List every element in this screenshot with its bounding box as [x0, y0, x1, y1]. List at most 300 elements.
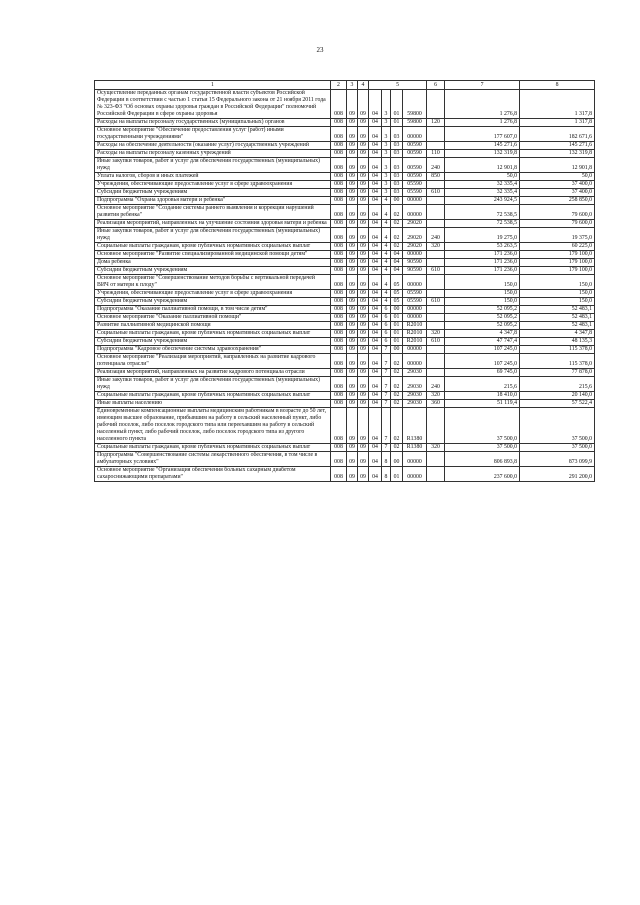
row-description: Расходы на обеспечение деятельности (оказание услуг) государственных учреждений — [95, 142, 331, 150]
col-ministry: 008 — [331, 267, 347, 275]
code-subprogram: 7 — [382, 354, 391, 369]
col-ministry: 008 — [331, 452, 347, 467]
col-section: 09 — [347, 197, 358, 205]
amount-year-2: 150,0 — [520, 275, 595, 290]
col-ministry: 008 — [331, 392, 347, 400]
col-expense-type: 610 — [427, 298, 445, 306]
amount-year-2: 79 600,0 — [520, 205, 595, 220]
col-expense-type: 360 — [427, 400, 445, 408]
code-program: 04 — [369, 251, 382, 259]
amount-year-1: 72 538,5 — [445, 205, 520, 220]
col-ministry: 008 — [331, 90, 347, 119]
code-activity: 01 — [391, 322, 403, 330]
amount-year-2: 79 600,0 — [520, 220, 595, 228]
code-program: 04 — [369, 354, 382, 369]
code-activity: 03 — [391, 127, 403, 142]
code-program: 04 — [369, 452, 382, 467]
table-row — [95, 243, 595, 251]
col-ministry: 008 — [331, 314, 347, 322]
table-row — [95, 338, 595, 346]
amount-year-1: 53 263,5 — [445, 243, 520, 251]
col-expense-type: 320 — [427, 444, 445, 452]
code-activity: 03 — [391, 142, 403, 150]
col-subsection: 09 — [358, 259, 369, 267]
amount-year-2: 182 671,6 — [520, 127, 595, 142]
row-description: Иные закупки товаров, работ и услуг для обеспечения государственных (муниципальных) нужд — [95, 158, 331, 173]
code-activity: 02 — [391, 400, 403, 408]
amount-year-1: 18 410,0 — [445, 392, 520, 400]
table-row — [95, 228, 595, 243]
col-section: 09 — [347, 338, 358, 346]
page-number: 23 — [316, 46, 324, 54]
row-description: Основное мероприятие "Развитие специализированной медицинской помощи детям" — [95, 251, 331, 259]
table-row — [95, 330, 595, 338]
code-program: 04 — [369, 377, 382, 392]
col-expense-type — [427, 354, 445, 369]
col-expense-type — [427, 314, 445, 322]
amount-year-1: 72 538,5 — [445, 220, 520, 228]
code-program: 04 — [369, 267, 382, 275]
code-subprogram: 4 — [382, 290, 391, 298]
row-description: Иные закупки товаров, работ и услуг для обеспечения государственных (муниципальных) нужд — [95, 377, 331, 392]
col-ministry: 008 — [331, 251, 347, 259]
code-program: 04 — [369, 322, 382, 330]
amount-year-2: 48 135,3 — [520, 338, 595, 346]
amount-year-2: 19 375,0 — [520, 228, 595, 243]
amount-year-2: 60 225,0 — [520, 243, 595, 251]
amount-year-1: 4 347,8 — [445, 330, 520, 338]
amount-year-1: 145 271,6 — [445, 142, 520, 150]
amount-year-2: 258 850,0 — [520, 197, 595, 205]
table-row — [95, 251, 595, 259]
amount-year-2: 1 317,8 — [520, 119, 595, 127]
amount-year-1: 171 236,0 — [445, 251, 520, 259]
col-ministry: 008 — [331, 205, 347, 220]
header-col-4: 4 — [358, 81, 369, 90]
col-subsection: 09 — [358, 150, 369, 158]
row-description: Основное мероприятие "Оказание паллиативной помощи" — [95, 314, 331, 322]
table-row — [95, 173, 595, 181]
row-description: Реализация мероприятий, направленных на улучшение состояния здоровья матери и ребенка — [95, 220, 331, 228]
row-description: Социальные выплаты гражданам, кроме публичных нормативных социальных выплат — [95, 444, 331, 452]
col-ministry: 008 — [331, 158, 347, 173]
code-program: 04 — [369, 119, 382, 127]
table-row — [95, 354, 595, 369]
col-section: 09 — [347, 452, 358, 467]
code-direction: R2010 — [403, 322, 427, 330]
col-subsection: 09 — [358, 298, 369, 306]
table-row — [95, 444, 595, 452]
col-ministry: 008 — [331, 150, 347, 158]
code-activity: 00 — [391, 452, 403, 467]
table-row — [95, 452, 595, 467]
col-section: 09 — [347, 205, 358, 220]
code-activity: 02 — [391, 392, 403, 400]
col-ministry: 008 — [331, 306, 347, 314]
col-section: 09 — [347, 298, 358, 306]
code-program: 04 — [369, 346, 382, 354]
col-section: 09 — [347, 377, 358, 392]
col-subsection: 09 — [358, 251, 369, 259]
code-subprogram: 4 — [382, 243, 391, 251]
col-ministry: 008 — [331, 181, 347, 189]
row-description: Реализация мероприятий, направленных на развитие кадрового потенциала отрасли — [95, 369, 331, 377]
col-expense-type — [427, 408, 445, 444]
code-direction: 00000 — [403, 354, 427, 369]
col-section: 09 — [347, 189, 358, 197]
code-direction: 00000 — [403, 306, 427, 314]
col-section: 09 — [347, 392, 358, 400]
code-direction: 05590 — [403, 290, 427, 298]
col-ministry: 008 — [331, 354, 347, 369]
code-activity: 00 — [391, 346, 403, 354]
col-section: 09 — [347, 119, 358, 127]
code-subprogram: 6 — [382, 322, 391, 330]
amount-year-1: 52 095,2 — [445, 306, 520, 314]
code-program: 04 — [369, 259, 382, 267]
amount-year-2: 57 522,4 — [520, 400, 595, 408]
col-ministry: 008 — [331, 338, 347, 346]
header-col-1: 1 — [95, 81, 331, 90]
amount-year-1: 37 500,0 — [445, 444, 520, 452]
amount-year-2: 50,0 — [520, 173, 595, 181]
code-activity: 02 — [391, 205, 403, 220]
amount-year-1: 150,0 — [445, 290, 520, 298]
header-col-2: 2 — [331, 81, 347, 90]
col-ministry: 008 — [331, 119, 347, 127]
col-ministry: 008 — [331, 369, 347, 377]
amount-year-2: 37 500,0 — [520, 444, 595, 452]
code-program: 04 — [369, 127, 382, 142]
code-activity: 01 — [391, 338, 403, 346]
col-section: 09 — [347, 314, 358, 322]
col-subsection: 09 — [358, 444, 369, 452]
code-direction: 00000 — [403, 467, 427, 482]
code-activity: 02 — [391, 408, 403, 444]
code-direction: 29030 — [403, 400, 427, 408]
col-expense-type: 240 — [427, 158, 445, 173]
amount-year-2: 215,6 — [520, 377, 595, 392]
table-row — [95, 275, 595, 290]
row-description: Субсидии бюджетным учреждениям — [95, 189, 331, 197]
col-subsection: 09 — [358, 306, 369, 314]
amount-year-1: 19 275,0 — [445, 228, 520, 243]
col-subsection: 09 — [358, 314, 369, 322]
amount-year-1: 51 119,4 — [445, 400, 520, 408]
table-row — [95, 306, 595, 314]
col-section: 09 — [347, 408, 358, 444]
amount-year-2: 37 400,0 — [520, 181, 595, 189]
amount-year-1: 1 276,8 — [445, 119, 520, 127]
code-subprogram: 8 — [382, 467, 391, 482]
col-subsection: 09 — [358, 322, 369, 330]
col-ministry: 008 — [331, 259, 347, 267]
table-row — [95, 189, 595, 197]
amount-year-1: 237 600,0 — [445, 467, 520, 482]
code-activity: 01 — [391, 90, 403, 119]
col-ministry: 008 — [331, 377, 347, 392]
col-section: 09 — [347, 354, 358, 369]
col-subsection: 09 — [358, 267, 369, 275]
table-row — [95, 197, 595, 205]
table-row — [95, 127, 595, 142]
code-program: 04 — [369, 220, 382, 228]
col-ministry: 008 — [331, 275, 347, 290]
col-section: 09 — [347, 369, 358, 377]
row-description: Иные закупки товаров, работ и услуг для обеспечения государственных (муниципальных) нужд — [95, 228, 331, 243]
col-expense-type — [427, 452, 445, 467]
code-program: 04 — [369, 189, 382, 197]
code-program: 04 — [369, 228, 382, 243]
col-ministry: 008 — [331, 408, 347, 444]
row-description: Основное мероприятие "Обеспечение предоставления услуг (работ) иными государственными учреждениями" — [95, 127, 331, 142]
col-section: 09 — [347, 228, 358, 243]
code-activity: 02 — [391, 220, 403, 228]
col-subsection: 09 — [358, 346, 369, 354]
code-subprogram: 6 — [382, 314, 391, 322]
col-expense-type — [427, 467, 445, 482]
amount-year-1: 52 095,2 — [445, 314, 520, 322]
code-direction: 00590 — [403, 150, 427, 158]
col-subsection: 09 — [358, 330, 369, 338]
col-ministry: 008 — [331, 173, 347, 181]
code-direction: 90590 — [403, 259, 427, 267]
table-row — [95, 220, 595, 228]
col-subsection: 09 — [358, 205, 369, 220]
code-direction: 05590 — [403, 189, 427, 197]
col-ministry: 008 — [331, 220, 347, 228]
col-section: 09 — [347, 220, 358, 228]
col-section: 09 — [347, 330, 358, 338]
amount-year-2: 77 878,0 — [520, 369, 595, 377]
code-program: 04 — [369, 444, 382, 452]
code-direction: 00590 — [403, 158, 427, 173]
code-direction: 00000 — [403, 346, 427, 354]
code-subprogram: 7 — [382, 408, 391, 444]
col-ministry: 008 — [331, 197, 347, 205]
col-subsection: 09 — [358, 181, 369, 189]
code-subprogram: 3 — [382, 181, 391, 189]
col-ministry: 008 — [331, 142, 347, 150]
col-ministry: 008 — [331, 243, 347, 251]
code-subprogram: 7 — [382, 444, 391, 452]
col-section: 09 — [347, 181, 358, 189]
code-subprogram: 7 — [382, 400, 391, 408]
code-direction: 00590 — [403, 173, 427, 181]
code-program: 04 — [369, 392, 382, 400]
code-program: 04 — [369, 205, 382, 220]
code-direction: 05590 — [403, 298, 427, 306]
col-section: 09 — [347, 400, 358, 408]
col-subsection: 09 — [358, 369, 369, 377]
code-activity: 05 — [391, 275, 403, 290]
code-activity: 03 — [391, 173, 403, 181]
code-activity: 03 — [391, 150, 403, 158]
code-activity: 03 — [391, 181, 403, 189]
code-subprogram: 3 — [382, 158, 391, 173]
col-subsection: 09 — [358, 467, 369, 482]
amount-year-2: 37 400,0 — [520, 189, 595, 197]
code-subprogram: 3 — [382, 119, 391, 127]
col-subsection: 09 — [358, 392, 369, 400]
col-ministry: 008 — [331, 346, 347, 354]
code-activity: 03 — [391, 158, 403, 173]
col-subsection: 09 — [358, 197, 369, 205]
col-expense-type — [427, 127, 445, 142]
code-subprogram: 4 — [382, 275, 391, 290]
code-program: 04 — [369, 173, 382, 181]
row-description: Основное мероприятие "Создание системы раннего выявления и коррекции нарушений развития ребенка" — [95, 205, 331, 220]
code-direction: 00000 — [403, 275, 427, 290]
col-expense-type: 240 — [427, 228, 445, 243]
header-col-5: 5 — [369, 81, 427, 90]
header-col-7: 7 — [445, 81, 520, 90]
code-program: 04 — [369, 306, 382, 314]
col-expense-type — [427, 220, 445, 228]
code-direction: 29030 — [403, 377, 427, 392]
code-direction: 59800 — [403, 90, 427, 119]
code-subprogram: 7 — [382, 369, 391, 377]
table-row — [95, 346, 595, 354]
code-activity: 01 — [391, 330, 403, 338]
header-row — [95, 81, 595, 90]
amount-year-2: 873 099,9 — [520, 452, 595, 467]
col-expense-type: 320 — [427, 392, 445, 400]
col-expense-type — [427, 322, 445, 330]
col-section: 09 — [347, 290, 358, 298]
amount-year-1: 215,6 — [445, 377, 520, 392]
amount-year-2: 20 140,0 — [520, 392, 595, 400]
row-description: Развитие паллиативной медицинской помощи — [95, 322, 331, 330]
col-subsection: 09 — [358, 275, 369, 290]
code-direction: 00590 — [403, 142, 427, 150]
col-subsection: 09 — [358, 452, 369, 467]
code-subprogram: 3 — [382, 173, 391, 181]
row-description: Субсидии бюджетным учреждениям — [95, 298, 331, 306]
amount-year-2: 179 100,0 — [520, 259, 595, 267]
code-program: 04 — [369, 290, 382, 298]
code-activity: 00 — [391, 197, 403, 205]
code-direction: R2010 — [403, 330, 427, 338]
code-activity: 02 — [391, 377, 403, 392]
col-subsection: 09 — [358, 220, 369, 228]
code-direction: R1380 — [403, 444, 427, 452]
col-section: 09 — [347, 267, 358, 275]
amount-year-1: 806 893,8 — [445, 452, 520, 467]
code-program: 04 — [369, 150, 382, 158]
table-row — [95, 142, 595, 150]
amount-year-2: 150,0 — [520, 298, 595, 306]
code-direction: 59800 — [403, 119, 427, 127]
code-subprogram: 3 — [382, 189, 391, 197]
col-expense-type: 120 — [427, 119, 445, 127]
table-row — [95, 290, 595, 298]
amount-year-1: 150,0 — [445, 275, 520, 290]
row-description: Социальные выплаты гражданам, кроме публичных нормативных социальных выплат — [95, 243, 331, 251]
amount-year-1: 177 607,0 — [445, 127, 520, 142]
amount-year-2: 52 483,1 — [520, 322, 595, 330]
col-expense-type: 850 — [427, 173, 445, 181]
code-activity: 04 — [391, 267, 403, 275]
code-program: 04 — [369, 369, 382, 377]
col-ministry: 008 — [331, 298, 347, 306]
code-program: 04 — [369, 330, 382, 338]
col-expense-type — [427, 181, 445, 189]
amount-year-2: 52 483,1 — [520, 306, 595, 314]
amount-year-1: 1 276,8 — [445, 90, 520, 119]
table-row — [95, 314, 595, 322]
table-row — [95, 259, 595, 267]
col-section: 09 — [347, 150, 358, 158]
budget-table — [94, 80, 595, 482]
code-subprogram: 3 — [382, 127, 391, 142]
code-subprogram: 4 — [382, 251, 391, 259]
col-expense-type — [427, 142, 445, 150]
col-subsection: 09 — [358, 127, 369, 142]
code-direction: 00000 — [403, 314, 427, 322]
col-ministry: 008 — [331, 228, 347, 243]
col-section: 09 — [347, 444, 358, 452]
col-section: 09 — [347, 90, 358, 119]
table-row — [95, 150, 595, 158]
code-direction: 00000 — [403, 452, 427, 467]
amount-year-2: 115 378,0 — [520, 346, 595, 354]
table-row — [95, 158, 595, 173]
code-direction: 00000 — [403, 197, 427, 205]
code-program: 04 — [369, 243, 382, 251]
row-description: Подпрограмма "Охрана здоровья матери и ребенка" — [95, 197, 331, 205]
table-row — [95, 267, 595, 275]
code-program: 04 — [369, 142, 382, 150]
row-description: Осуществление переданных органам государственной власти субъектов Российской Федерации в соответствии с частью 1 статьи 15 Федерального закона от 21 ноября 2011 года № 323-ФЗ "Об основах охраны здоровья граждан в Российской Федерации" полномочий Российской Федерации в сфере охраны здоровья — [95, 90, 331, 119]
amount-year-1: 171 236,0 — [445, 267, 520, 275]
amount-year-2: 132 319,8 — [520, 150, 595, 158]
amount-year-2: 179 100,0 — [520, 267, 595, 275]
code-activity: 01 — [391, 314, 403, 322]
amount-year-2: 179 100,0 — [520, 251, 595, 259]
col-subsection: 09 — [358, 400, 369, 408]
col-subsection: 09 — [358, 158, 369, 173]
col-ministry: 008 — [331, 322, 347, 330]
col-ministry: 008 — [331, 330, 347, 338]
code-subprogram: 4 — [382, 228, 391, 243]
row-description: Основное мероприятие "Совершенствование методов борьбы с вертикальной передачей ВИЧ от матери к плоду" — [95, 275, 331, 290]
row-description: Уплата налогов, сборов и иных платежей — [95, 173, 331, 181]
col-expense-type — [427, 197, 445, 205]
code-activity: 01 — [391, 467, 403, 482]
header-col-8: 8 — [520, 81, 595, 90]
code-subprogram: 4 — [382, 267, 391, 275]
col-ministry: 008 — [331, 467, 347, 482]
col-section: 09 — [347, 158, 358, 173]
code-subprogram: 4 — [382, 220, 391, 228]
code-subprogram: 4 — [382, 298, 391, 306]
col-expense-type — [427, 259, 445, 267]
row-description: Единовременные компенсационные выплаты медицинским работникам в возрасте до 50 лет, имеющим высшее образование, прибывшим на работу в сельский населенный пункт, либо рабочий поселок, либо поселок городского типа или переехавшим на работу в сельский населенный пункт, либо рабочий поселок, либо поселок городского типа из другого населенного пункта — [95, 408, 331, 444]
code-program: 04 — [369, 338, 382, 346]
col-subsection: 09 — [358, 290, 369, 298]
row-description: Социальные выплаты гражданам, кроме публичных нормативных социальных выплат — [95, 330, 331, 338]
col-subsection: 09 — [358, 354, 369, 369]
code-subprogram: 6 — [382, 330, 391, 338]
code-direction: 29030 — [403, 392, 427, 400]
col-section: 09 — [347, 251, 358, 259]
code-direction: 29020 — [403, 220, 427, 228]
code-activity: 01 — [391, 119, 403, 127]
code-activity: 04 — [391, 259, 403, 267]
code-activity: 02 — [391, 228, 403, 243]
amount-year-2: 1 317,8 — [520, 90, 595, 119]
